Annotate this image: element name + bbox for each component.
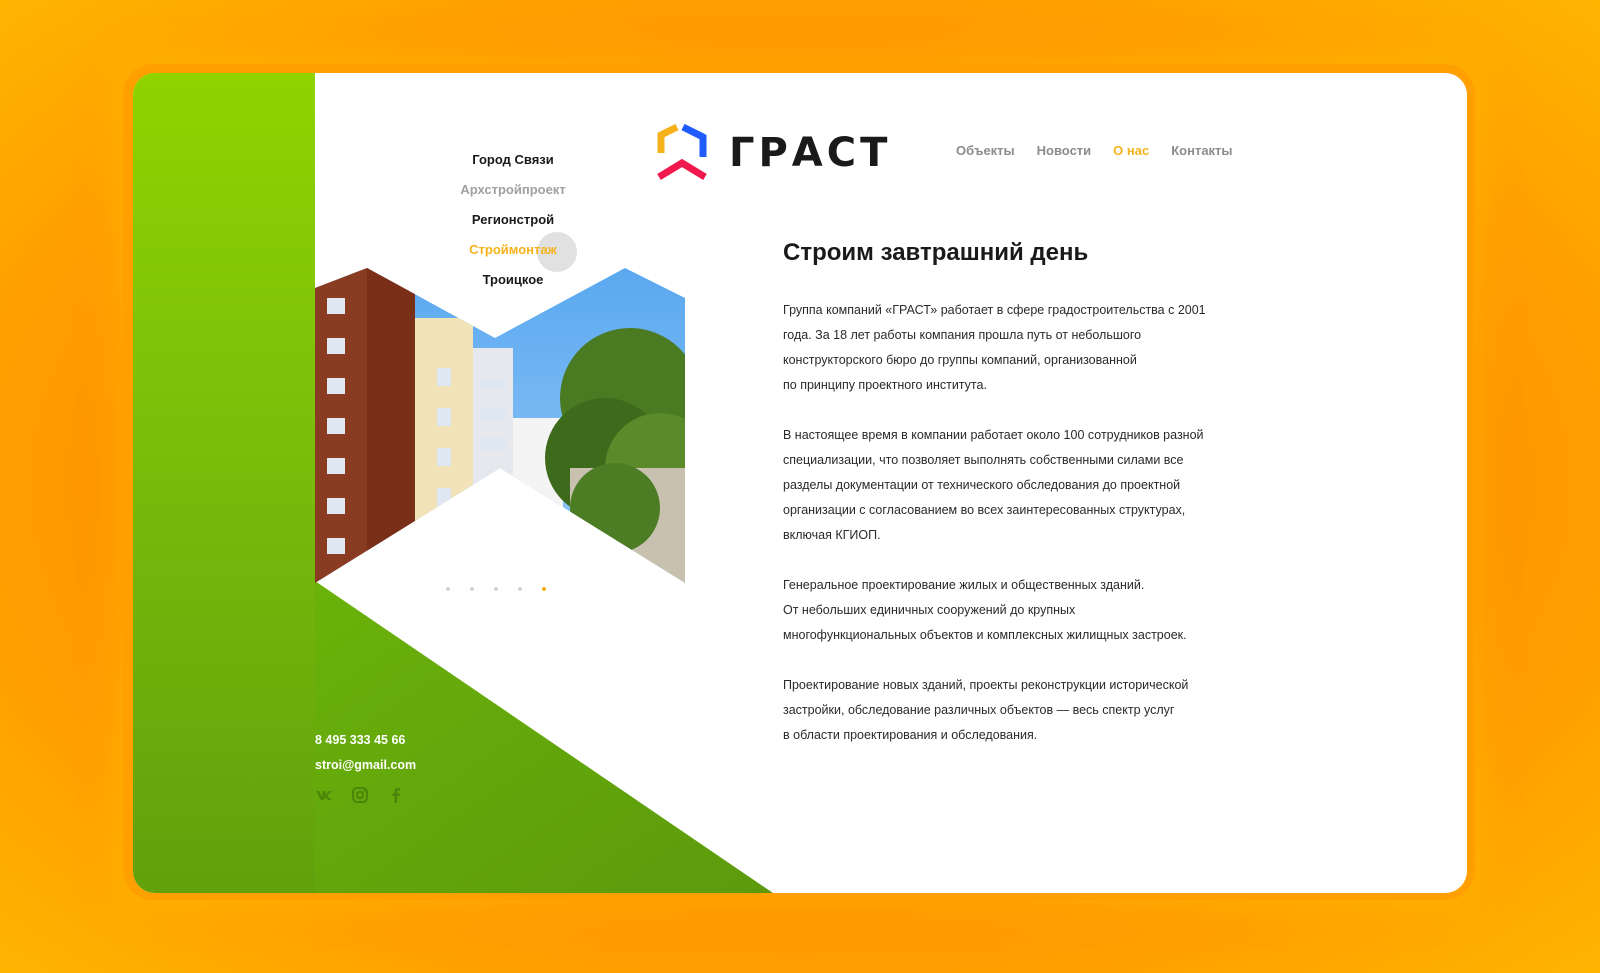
top-nav-about[interactable]: О нас bbox=[1113, 143, 1150, 158]
building-photo bbox=[315, 268, 685, 665]
slider-dots bbox=[446, 587, 546, 591]
company-side-nav bbox=[428, 145, 598, 295]
logo-mark-icon bbox=[655, 123, 709, 183]
top-nav-contacts[interactable]: Контакты bbox=[1171, 143, 1233, 158]
instagram-icon[interactable] bbox=[351, 786, 369, 804]
about-paragraph: Группа компаний «ГРАСТ» работает в сфере градостроительства с 2001 года. За 18 лет работы компания прошла путь от небольшого конструкторского бюро до группы компаний, организованной по принципу проектного института. bbox=[783, 303, 1206, 392]
vk-icon[interactable] bbox=[315, 786, 333, 804]
about-paragraph: Проектирование новых зданий, проекты реконструкции исторической застройки, обследование различных объектов — весь спектр услуг в области проектирования и обследования. bbox=[783, 678, 1189, 742]
contacts-block bbox=[315, 728, 416, 804]
slider-dot[interactable] bbox=[494, 587, 498, 591]
side-nav-item-stroymontazh[interactable]: Строймонтаж bbox=[469, 242, 557, 257]
slider-dot[interactable] bbox=[518, 587, 522, 591]
slider-dot[interactable] bbox=[470, 587, 474, 591]
brand-logo[interactable] bbox=[655, 123, 891, 183]
top-nav bbox=[956, 143, 1233, 158]
about-text bbox=[783, 298, 1253, 773]
about-paragraph: Генеральное проектирование жилых и общественных зданий. От небольших единичных сооружений до крупных многофункциональных объектов и комплексных жилищных застроек. bbox=[783, 578, 1187, 642]
site-card bbox=[133, 73, 1467, 893]
slider-dot[interactable] bbox=[446, 587, 450, 591]
side-nav-item-gorod-svyazi[interactable]: Город Связи bbox=[472, 152, 554, 167]
page-title: Строим завтрашний день bbox=[783, 239, 1089, 266]
slider-dot-active[interactable] bbox=[542, 587, 546, 591]
about-paragraph: В настоящее время в компании работает около 100 сотрудников разной специализации, что позволяет выполнять собственными силами все разделы документации от технического обследования до проектной организации с согласованием во всех заинтересованных структурах, включая КГИОП. bbox=[783, 428, 1204, 542]
facebook-icon[interactable] bbox=[387, 786, 405, 804]
side-nav-item-regionstroy[interactable]: Регионстрой bbox=[471, 212, 555, 227]
logo-wordmark: ГРАСТ bbox=[729, 130, 892, 176]
social-links bbox=[315, 786, 416, 804]
email-link[interactable]: stroi@gmail.com bbox=[315, 758, 417, 772]
side-nav-item-troitskoe[interactable]: Троицкое bbox=[482, 272, 544, 287]
top-nav-news[interactable]: Новости bbox=[1036, 143, 1092, 158]
phone-link[interactable]: 8 495 333 45 66 bbox=[315, 733, 406, 747]
top-nav-objects[interactable]: Объекты bbox=[956, 143, 1015, 158]
side-nav-item-arhstroyproekt[interactable]: Архстройпроект bbox=[460, 182, 566, 197]
